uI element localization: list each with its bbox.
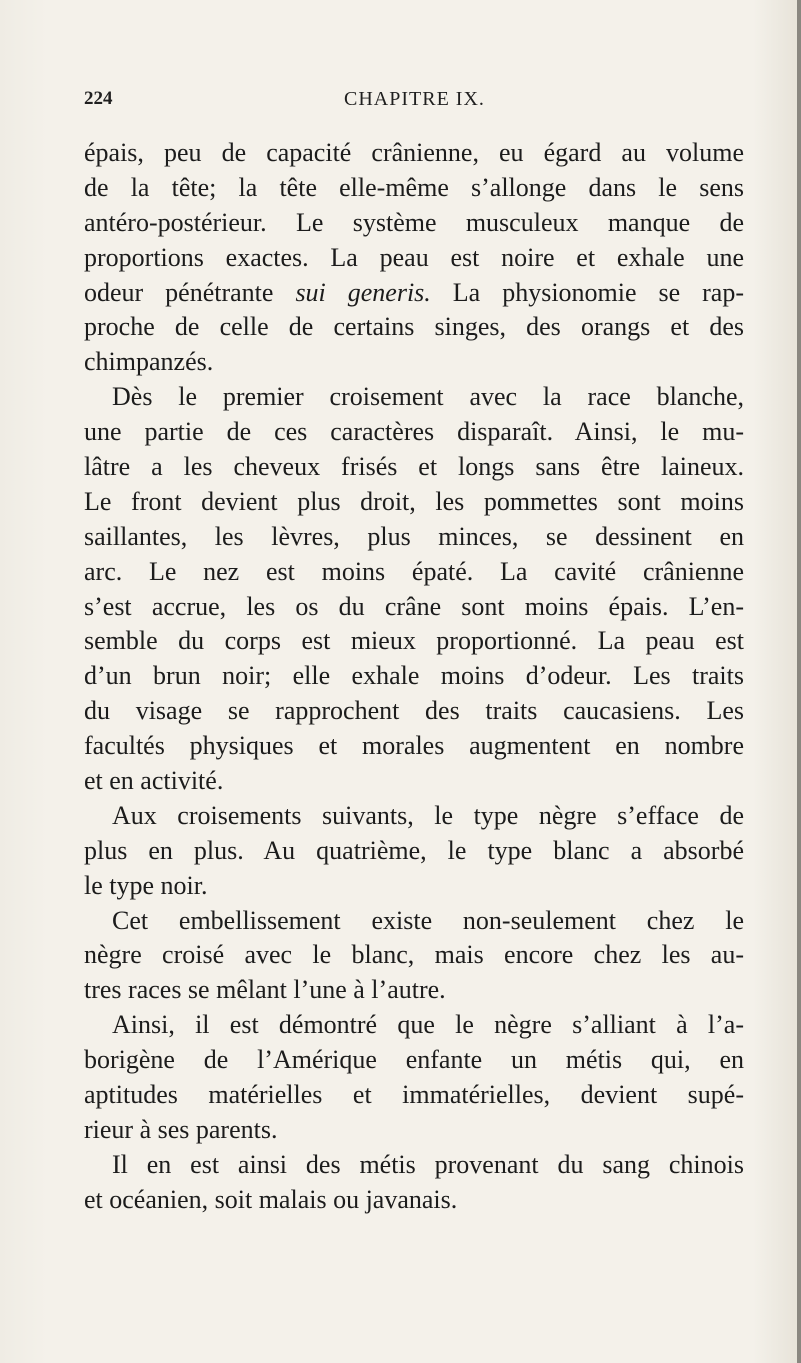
text-line: nègre croisé avec le blanc, mais encore chez les au- xyxy=(84,940,744,970)
text-line: proche de celle de certains singes, des orangs et des xyxy=(84,312,744,342)
text-line: semble du corps est mieux proportionné. La peau est xyxy=(84,626,744,656)
text-line: rieur à ses parents. xyxy=(84,1114,278,1144)
text-line: aptitudes matérielles et immatérielles, devient supé- xyxy=(84,1080,744,1110)
text-line: Il en est ainsi des métis provenant du sang chinois xyxy=(112,1149,744,1179)
text-line: chimpanzés. xyxy=(84,347,214,377)
text-line: Cet embellissement existe non-seulement chez le xyxy=(112,905,744,935)
text-line: Dès le premier croisement avec la race blanche, xyxy=(112,382,744,412)
italic-phrase: sui generis. xyxy=(295,277,431,307)
text-line: du visage se rapprochent des traits caucasiens. Les xyxy=(84,696,744,726)
page-number: 224 xyxy=(84,88,113,109)
text-line: Le front devient plus droit, les pommettes sont moins xyxy=(84,486,744,516)
text-line: facultés physiques et morales augmentent en nombre xyxy=(84,731,744,761)
text-line: Ainsi, il est démontré que le nègre s’alliant à l’a- xyxy=(112,1010,744,1040)
text-line: et en activité. xyxy=(84,766,224,796)
text-line: proportions exactes. La peau est noire et exhale une xyxy=(84,242,744,272)
text-line: antéro-postérieur. Le système musculeux manque de xyxy=(84,207,744,237)
text-line: épais, peu de capacité crânienne, eu égard au volume xyxy=(84,138,744,167)
text-segment: odeur pénétrante xyxy=(84,277,296,307)
text-line: saillantes, les lèvres, plus minces, se dessinent en xyxy=(84,521,744,551)
text-line: lâtre a les cheveux frisés et longs sans être laineux. xyxy=(84,452,744,482)
text-line: arc. Le nez est moins épaté. La cavité crânienne xyxy=(84,556,744,586)
text-line: s’est accrue, les os du crâne sont moins épais. L’en- xyxy=(84,591,744,621)
text-line: et océanien, soit malais ou javanais. xyxy=(84,1184,458,1214)
text-line: le type noir. xyxy=(84,870,208,900)
text-line: plus en plus. Au quatrième, le type blanc a absorbé xyxy=(84,835,744,865)
text-segment: La physionomie se rap- xyxy=(430,277,745,307)
body-text xyxy=(84,136,744,1218)
text-line: tres races se mêlant l’une à l’autre. xyxy=(84,975,446,1005)
page-header xyxy=(84,88,724,118)
text-line: de la tête; la tête elle-même s’allonge dans le sens xyxy=(84,172,744,202)
page-edge xyxy=(797,0,801,1363)
running-head: CHAPITRE IX. xyxy=(344,88,485,110)
text-line: borigène de l’Amérique enfante un métis qui, en xyxy=(84,1045,744,1075)
text-line: une partie de ces caractères disparaît. Ainsi, le mu- xyxy=(84,417,744,447)
text-line xyxy=(84,276,744,311)
text-line: Aux croisements suivants, le type nègre s’efface de xyxy=(112,800,744,830)
text-line: d’un brun noir; elle exhale moins d’odeur. Les traits xyxy=(84,661,744,691)
